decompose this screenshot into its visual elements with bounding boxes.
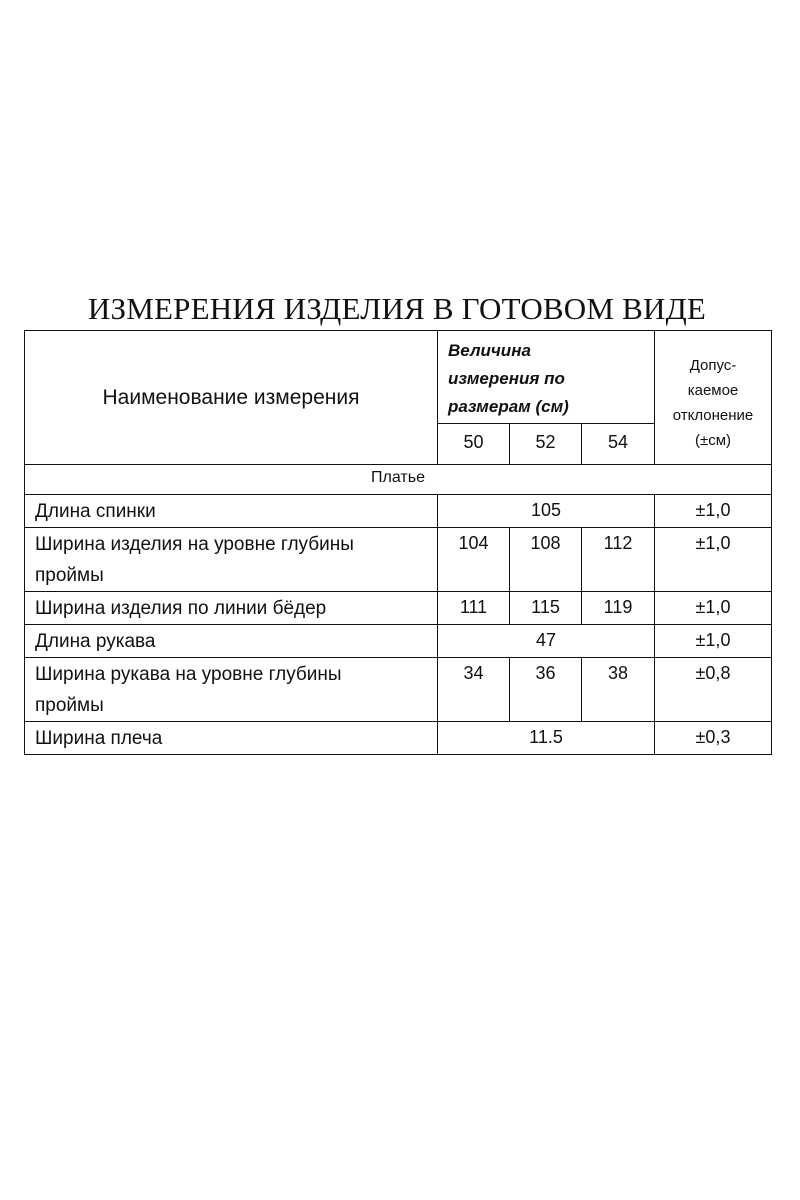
header-measurement-name [25, 331, 438, 465]
header-value-line1: Величина [448, 341, 531, 360]
row-name: Ширина изделия по линии бёдер [25, 592, 438, 625]
row-name: Ширина плеча [25, 722, 438, 755]
table-row [25, 528, 772, 592]
header-row [25, 331, 772, 424]
row-name-line1: Ширина изделия на уровне глубины [35, 534, 354, 555]
row-name-line2: проймы [35, 695, 104, 716]
header-tolerance-line1: Допус- [689, 356, 737, 374]
row-tolerance: ±1,0 [655, 592, 772, 625]
size-54: 54 [582, 424, 655, 465]
row-value-54: 119 [582, 592, 655, 625]
row-name: Длина спинки [25, 495, 438, 528]
row-name-line2: проймы [35, 565, 104, 586]
row-name [25, 658, 438, 722]
table-row [25, 592, 772, 625]
row-tolerance: ±0,3 [655, 722, 772, 755]
size-52: 52 [510, 424, 582, 465]
header-tolerance-line2: каемое [687, 381, 739, 399]
row-value-52: 115 [510, 592, 582, 625]
section-row [25, 465, 772, 495]
header-tolerance-line4: (±см) [694, 431, 732, 449]
row-value: 47 [438, 625, 655, 658]
header-tolerance [655, 331, 772, 465]
table-row [25, 658, 772, 722]
header-value-line2: измерения по [448, 369, 565, 388]
page-title: ИЗМЕРЕНИЯ ИЗДЕЛИЯ В ГОТОВОМ ВИДЕ [87, 291, 707, 326]
table-row [25, 625, 772, 658]
row-tolerance: ±1,0 [655, 495, 772, 528]
row-value-50: 111 [438, 592, 510, 625]
row-name [25, 528, 438, 592]
size-50: 50 [438, 424, 510, 465]
row-tolerance: ±1,0 [655, 625, 772, 658]
row-value-54: 112 [582, 528, 655, 592]
header-tolerance-line3: отклонение [672, 406, 754, 424]
measurements-table [24, 330, 772, 755]
row-value-52: 108 [510, 528, 582, 592]
row-value: 105 [438, 495, 655, 528]
row-name: Длина рукава [25, 625, 438, 658]
table-row [25, 722, 772, 755]
row-tolerance: ±0,8 [655, 658, 772, 722]
row-value-50: 104 [438, 528, 510, 592]
row-value-54: 38 [582, 658, 655, 722]
table-row [25, 495, 772, 528]
row-tolerance: ±1,0 [655, 528, 772, 592]
row-value: 11.5 [438, 722, 655, 755]
section-dress: Платье [25, 465, 772, 495]
row-name-line1: Ширина рукава на уровне глубины [35, 664, 342, 685]
row-value-50: 34 [438, 658, 510, 722]
row-value-52: 36 [510, 658, 582, 722]
header-measurement-value [438, 331, 655, 424]
header-name-label: Наименование измерения [102, 385, 360, 409]
header-value-line3: размерам (см) [448, 397, 569, 416]
